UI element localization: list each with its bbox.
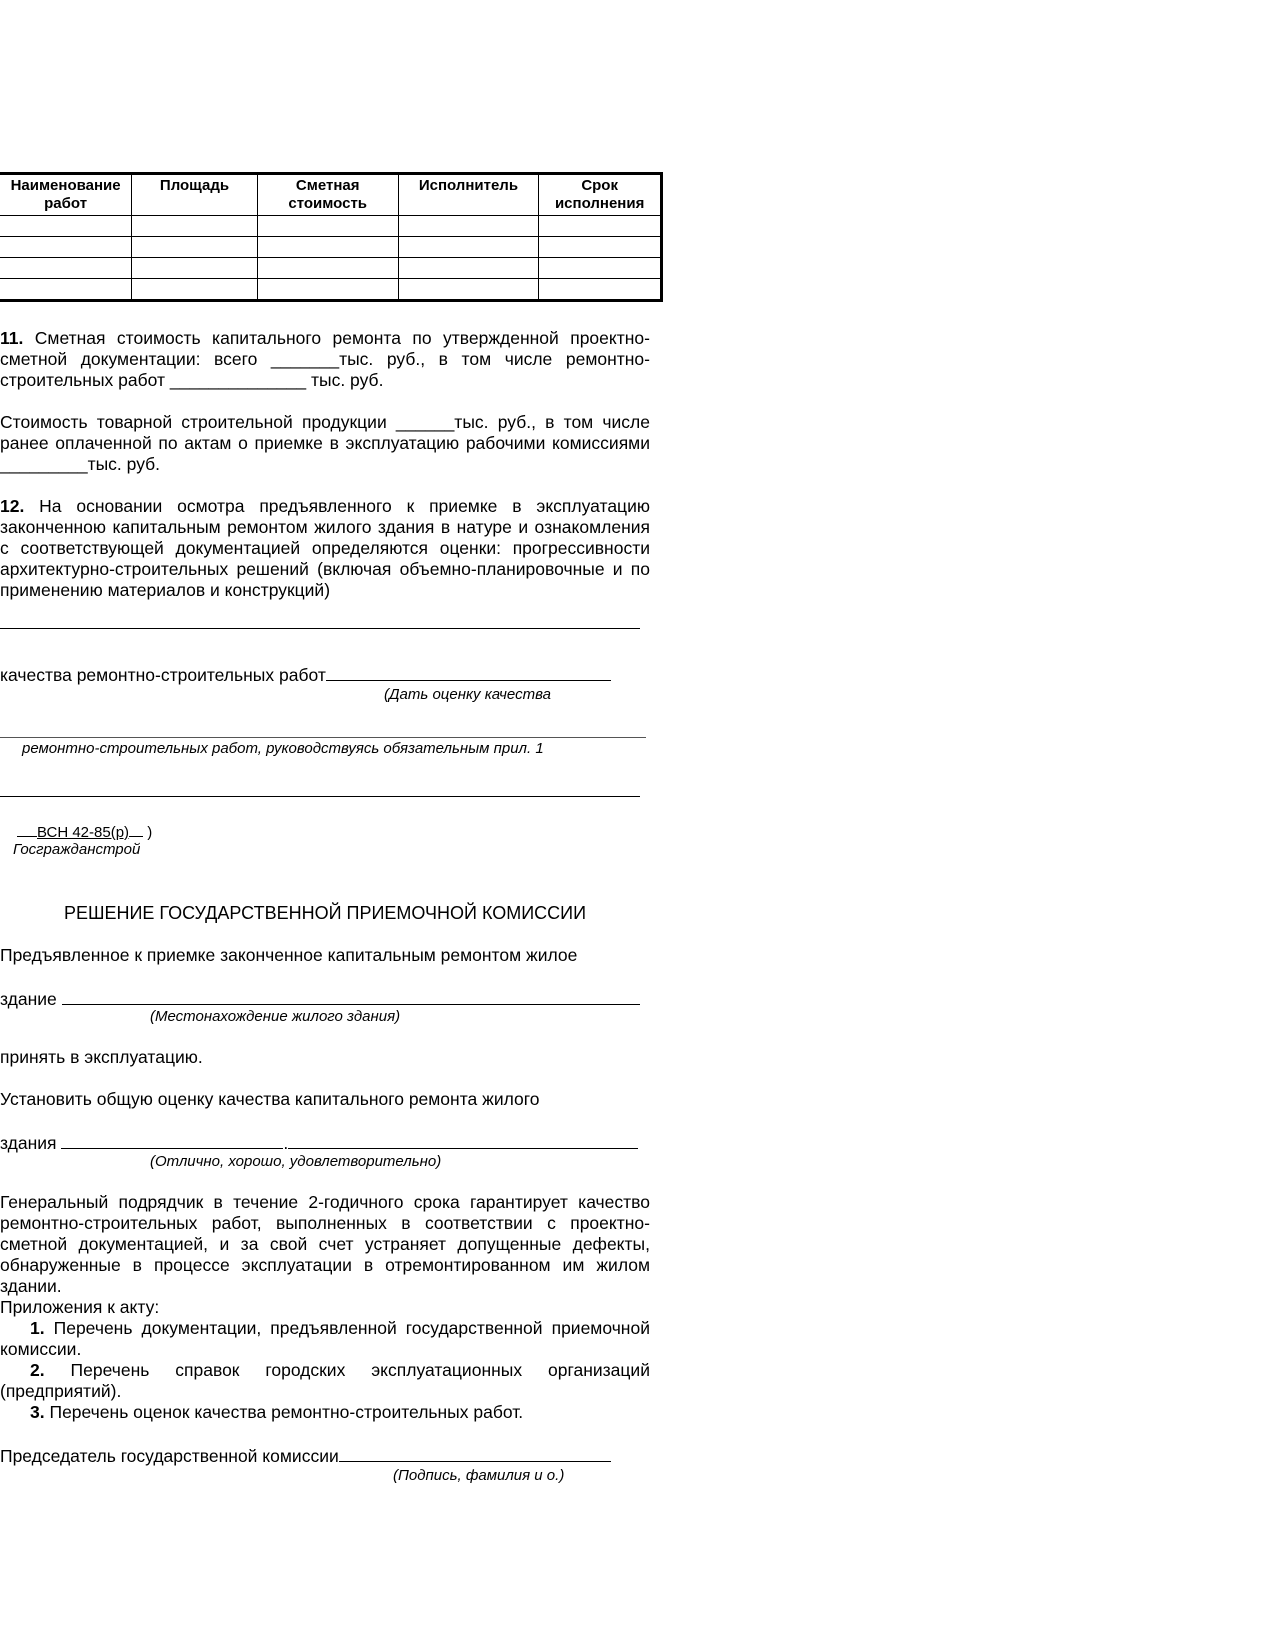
- table-header-cell: Срок исполнения: [539, 174, 662, 216]
- table-cell: [132, 237, 258, 258]
- table-cell: [132, 216, 258, 237]
- building-caption: (Местонахождение жилого здания): [150, 1008, 401, 1025]
- blank-field: [129, 822, 143, 837]
- list-item: [0, 1360, 650, 1402]
- reference-doc: ВСН 42-85(р): [37, 824, 130, 841]
- table-header-cell: Площадь: [132, 174, 258, 216]
- accept-text: принять в эксплуатацию.: [0, 1047, 203, 1067]
- blank-field: [339, 1444, 611, 1462]
- table-header-cell: Исполнитель: [398, 174, 539, 216]
- table-header-row: [0, 174, 662, 216]
- table-cell: [539, 258, 662, 279]
- list-text: Перечень справок городских эксплуатационных организаций (предприятий).: [0, 1360, 650, 1401]
- section-11-paragraph-2: Стоимость товарной строительной продукции ______тыс. руб., в том числе ранее оплаченной по актам о приемке в эксплуатацию рабочими комиссиями _________тыс. руб.: [0, 412, 650, 474]
- reference-close: ): [147, 824, 153, 841]
- list-number: 2.: [30, 1360, 45, 1380]
- reference-org: Госгражданстрой: [13, 841, 141, 858]
- list-number: 1.: [30, 1318, 45, 1338]
- blank-field: [62, 987, 640, 1005]
- list-text: Перечень оценок качества ремонтно-строительных работ.: [49, 1402, 524, 1422]
- section-12-text: На основании осмотра предъявленного к приемке в эксплуатацию законченною капитальным ремонтом жилого здания в натуре и ознакомления с соответствующей документацией определяются оценки: прогрессивности архитектурно-строительных решений (включая объемно-планировочные и по применению материалов и конструкций): [0, 496, 650, 600]
- table-cell: [398, 258, 539, 279]
- list-text: Перечень документации, предъявленной государственной приемочной комиссии.: [0, 1318, 650, 1359]
- building-line: [0, 987, 650, 1010]
- table-cell: [539, 237, 662, 258]
- blank-line: [0, 796, 640, 797]
- rating-field-line: здания .: [0, 1131, 650, 1154]
- table-cell: [539, 279, 662, 301]
- table-row: [0, 237, 662, 258]
- table-cell: [539, 216, 662, 237]
- table-cell: [0, 237, 132, 258]
- table-cell: [398, 279, 539, 301]
- table-cell: [257, 258, 398, 279]
- quality-caption-2: ремонтно-строительных работ, руководствуясь обязательным прил. 1: [22, 740, 544, 757]
- rating-label: здания: [0, 1133, 57, 1153]
- table-cell: [257, 216, 398, 237]
- table-row: [0, 279, 662, 301]
- decision-line-1: Предъявленное к приемке законченное капитальным ремонтом жилое: [0, 945, 578, 965]
- table-header-cell: Сметная стоимость: [257, 174, 398, 216]
- blank-field: [288, 1131, 638, 1149]
- table-row: [0, 258, 662, 279]
- building-label: здание: [0, 989, 57, 1009]
- table-cell: [398, 237, 539, 258]
- rating-line: Установить общую оценку качества капитального ремонта жилого: [0, 1089, 540, 1109]
- section-11-text: Сметная стоимость капитального ремонта по утвержденной проектно-сметной документации: всего _______тыс. руб., в том числе ремонтно-строительных работ ______________ тыс. руб.: [0, 328, 650, 390]
- quality-label: качества ремонтно-строительных работ: [0, 665, 326, 685]
- list-item: [0, 1402, 650, 1423]
- section-number: 11.: [0, 328, 24, 348]
- table-cell: [0, 258, 132, 279]
- blank-line: [0, 737, 646, 738]
- table-cell: [257, 279, 398, 301]
- blank-line: [0, 628, 640, 629]
- list-number: 3.: [30, 1402, 45, 1422]
- table-row: [0, 216, 662, 237]
- chairman-caption: (Подпись, фамилия и о.): [393, 1467, 565, 1484]
- table-cell: [0, 279, 132, 301]
- table-cell: [132, 279, 258, 301]
- chairman-label: Председатель государственной комиссии: [0, 1446, 339, 1466]
- table-cell: [0, 216, 132, 237]
- section-12: [0, 496, 650, 601]
- table-cell: [132, 258, 258, 279]
- blank-field: [61, 1131, 283, 1149]
- reference-line: [17, 822, 152, 842]
- blank-field: [326, 663, 611, 681]
- table-cell: [398, 216, 539, 237]
- section-11: [0, 328, 650, 391]
- section-number: 12.: [0, 496, 25, 516]
- works-table: [0, 172, 663, 302]
- table-header-cell: Наименование работ: [0, 174, 132, 216]
- blank-field: [17, 822, 37, 837]
- decision-title: РЕШЕНИЕ ГОСУДАРСТВЕННОЙ ПРИЕМОЧНОЙ КОМИССИИ: [63, 903, 587, 923]
- list-item: [0, 1318, 650, 1360]
- attachments-title: Приложения к акту:: [0, 1297, 160, 1317]
- chairman-line: [0, 1444, 650, 1467]
- quality-line: [0, 663, 650, 686]
- table-cell: [257, 237, 398, 258]
- rating-caption: (Отлично, хорошо, удовлетворительно): [150, 1153, 442, 1170]
- guarantee-text: Генеральный подрядчик в течение 2-годичного срока гарантирует качество ремонтно-строительных работ, выполненных в соответствии с проектно-сметной документацией, и за свой счет устраняет допущенные дефекты, обнаруженные в процессе эксплуатации в отремонтированном им жилом здании.: [0, 1192, 650, 1296]
- quality-caption-1: (Дать оценку качества: [384, 686, 551, 703]
